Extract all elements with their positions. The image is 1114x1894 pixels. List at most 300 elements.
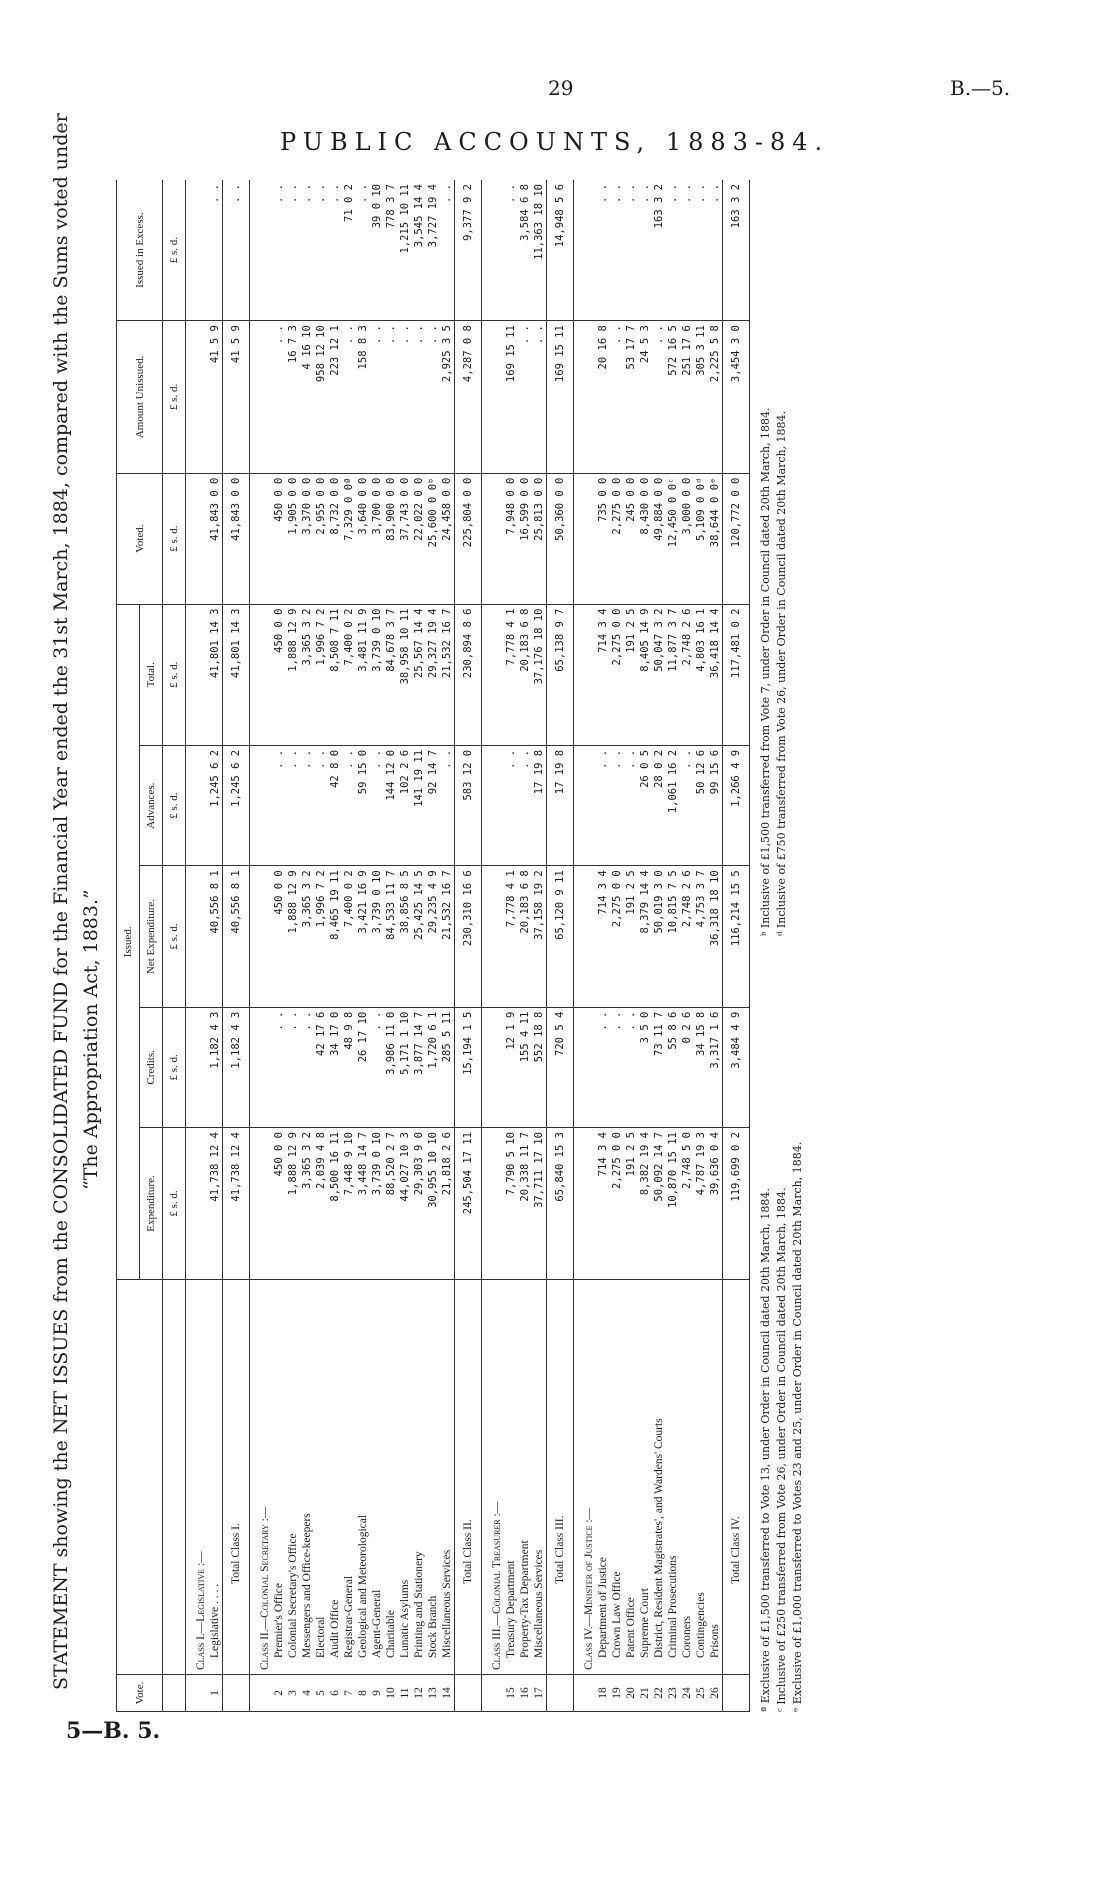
cell-adv: 1,245 6 2: [208, 745, 223, 865]
unit-advances: £ s. d.: [163, 745, 186, 865]
cell-exp: 3,448 14 7: [356, 1128, 370, 1280]
cell-tot: 2,748 2 6: [680, 604, 694, 745]
total-row: [723, 180, 750, 1712]
cell-tot: 4,803 16 1: [694, 604, 708, 745]
cell-tot: [574, 604, 597, 745]
cell-adv: 1,245 6 2: [223, 745, 250, 865]
cell-excess: 14,948 5 6: [547, 180, 574, 321]
cell-excess: . .: [504, 180, 518, 321]
row-description: Total Class II.: [455, 1280, 482, 1675]
table-row: [624, 180, 638, 1712]
unit-excess: £ s. d.: [163, 180, 186, 321]
cell-excess: . .: [356, 180, 370, 321]
cell-exp: 20,338 11 7: [518, 1128, 532, 1280]
cell-exp: 65,840 15 3: [547, 1128, 574, 1280]
accounts-table: [116, 180, 750, 1712]
cell-excess: [574, 180, 597, 321]
cell-tot: 11,877 3 7: [666, 604, 680, 745]
row-description: Audit Office: [328, 1280, 342, 1675]
cell-tot: 117,481 0 2: [723, 604, 750, 745]
row-description: Department of Justice: [596, 1280, 610, 1675]
row-description: Stock Branch: [426, 1280, 440, 1675]
cell-tot: [186, 604, 209, 745]
cell-excess: 11,363 18 10: [532, 180, 547, 321]
cell-voted: 8,732 0 0: [328, 473, 342, 604]
cell-tot: [250, 604, 273, 745]
vote-number: 13: [426, 1675, 440, 1712]
cell-voted: 22,022 0 0: [412, 473, 426, 604]
cell-voted: 3,370 0 0: [300, 473, 314, 604]
cell-net: [186, 866, 209, 1007]
cell-cred: 15,194 1 5: [455, 1007, 482, 1127]
cell-cred: 0 2 6: [680, 1007, 694, 1127]
row-description: Geological and Meteorological: [356, 1280, 370, 1675]
row-description: Colonial Secretary's Office: [286, 1280, 300, 1675]
cell-adv: 583 12 0: [455, 745, 482, 865]
cell-excess: . .: [610, 180, 624, 321]
cell-cred: 3,986 11 0: [384, 1007, 398, 1127]
statement-line-1: STATEMENT showing the NET ISSUES from the CONSOLIDATED FUND for the Financial Year ended the 31st March, 1884, compared with the Sums voted under: [50, 113, 72, 1690]
cell-cred: 34 17 0: [328, 1007, 342, 1127]
cell-exp: 39,636 0 4: [708, 1128, 723, 1280]
cell-cred: 3,484 4 9: [723, 1007, 750, 1127]
cell-tot: 3,481 11 9: [356, 604, 370, 745]
cell-adv: 26 0 5: [638, 745, 652, 865]
cell-net: 25,425 14 5: [412, 866, 426, 1007]
cell-net: 3,365 3 2: [300, 866, 314, 1007]
unit-voted: £ s. d.: [163, 473, 186, 604]
vote-number: 1: [208, 1675, 223, 1712]
cell-voted: 3,000 0 0: [680, 473, 694, 604]
cell-exp: 41,738 12 4: [223, 1128, 250, 1280]
cell-net: 2,748 2 6: [680, 866, 694, 1007]
cell-unissued: 4,287 0 8: [455, 321, 482, 473]
table-row: [638, 180, 652, 1712]
vote-number: [223, 1675, 250, 1712]
row-description: Lunatic Asylums: [398, 1280, 412, 1675]
row-description: Total Class III.: [547, 1280, 574, 1675]
cell-adv: [186, 745, 209, 865]
cell-unissued: 572 16 5: [666, 321, 680, 473]
cell-cred: 42 17 6: [314, 1007, 328, 1127]
footnote: ᶜ Inclusive of £250 transferred from Vote 26, under Order in Council dated 20th March, 1884.: [775, 1187, 788, 1712]
cell-cred: . .: [610, 1007, 624, 1127]
cell-exp: 1,888 12 9: [286, 1128, 300, 1280]
header-total: Total.: [140, 604, 163, 745]
page-reference-left: 5—B. 5.: [66, 1718, 161, 1744]
cell-excess: 39 0 10: [370, 180, 384, 321]
cell-adv: [482, 745, 505, 865]
accounts-table-wrapper: [116, 180, 1026, 1712]
row-description: Crown Law Office: [610, 1280, 624, 1675]
cell-adv: . .: [440, 745, 455, 865]
cell-voted: 8,430 0 0: [638, 473, 652, 604]
cell-excess: [482, 180, 505, 321]
cell-adv: [250, 745, 273, 865]
table-row: [300, 180, 314, 1712]
cell-voted: 38,644 0 0ᵉ: [708, 473, 723, 604]
cell-cred: 26 17 10: [356, 1007, 370, 1127]
cell-adv: . .: [610, 745, 624, 865]
vote-number: 10: [384, 1675, 398, 1712]
cell-net: 3,739 0 10: [370, 866, 384, 1007]
cell-exp: 7,448 9 10: [342, 1128, 356, 1280]
vote-number: 11: [398, 1675, 412, 1712]
cell-exp: 21,818 2 6: [440, 1128, 455, 1280]
row-description: Miscellaneous Services: [532, 1280, 547, 1675]
row-description: Prisons: [708, 1280, 723, 1675]
cell-unissued: 958 12 10: [314, 321, 328, 473]
table-row: [342, 180, 356, 1712]
header-advances: Advances.: [140, 745, 163, 865]
table-body: [186, 180, 750, 1712]
row-description: Criminal Prosecutions: [666, 1280, 680, 1675]
cell-tot: 3,365 3 2: [300, 604, 314, 745]
page-reference: B.—5.: [950, 76, 1011, 100]
cell-voted: 450 0 0: [272, 473, 286, 604]
cell-exp: 10,870 15 11: [666, 1128, 680, 1280]
cell-unissued: 169 15 11: [504, 321, 518, 473]
cell-unissued: 41 5 9: [223, 321, 250, 473]
cell-cred: [186, 1007, 209, 1127]
cell-tot: 191 2 5: [624, 604, 638, 745]
vote-number: 4: [300, 1675, 314, 1712]
header-expenditure: Expenditure.: [140, 1128, 163, 1280]
cell-excess: . .: [328, 180, 342, 321]
cell-unissued: 169 15 11: [547, 321, 574, 473]
cell-unissued: 20 16 8: [596, 321, 610, 473]
row-description: Agent-General: [370, 1280, 384, 1675]
cell-cred: 34 15 8: [694, 1007, 708, 1127]
header-net-expenditure: Net Expenditure.: [140, 866, 163, 1007]
cell-unissued: . .: [412, 321, 426, 473]
table-row: [532, 180, 547, 1712]
cell-cred: . .: [300, 1007, 314, 1127]
cell-cred: . .: [286, 1007, 300, 1127]
table-row: [426, 180, 440, 1712]
row-description: Electoral: [314, 1280, 328, 1675]
cell-net: 40,556 8 1: [208, 866, 223, 1007]
cell-excess: . .: [440, 180, 455, 321]
page-number: 29: [548, 76, 574, 100]
cell-net: 50,019 3 0: [652, 866, 666, 1007]
table-row: [398, 180, 412, 1712]
cell-unissued: 223 12 1: [328, 321, 342, 473]
cell-exp: 4,787 19 3: [694, 1128, 708, 1280]
cell-exp: 8,382 19 4: [638, 1128, 652, 1280]
cell-unissued: [574, 321, 597, 473]
unit-net-expenditure: £ s. d.: [163, 866, 186, 1007]
cell-excess: 71 0 2: [342, 180, 356, 321]
cell-voted: 5,109 0 0ᵈ: [694, 473, 708, 604]
row-description: Contingencies: [694, 1280, 708, 1675]
cell-adv: 1,061 16 2: [666, 745, 680, 865]
class-heading-row: [250, 180, 273, 1712]
table-row: [208, 180, 223, 1712]
vote-number: 20: [624, 1675, 638, 1712]
cell-net: [482, 866, 505, 1007]
table-row: [694, 180, 708, 1712]
cell-tot: 21,532 16 7: [440, 604, 455, 745]
cell-tot: 41,801 14 3: [208, 604, 223, 745]
cell-net: 1,996 7 2: [314, 866, 328, 1007]
cell-exp: 2,275 0 0: [610, 1128, 624, 1280]
footnote: ª Exclusive of £1,500 transferred to Vote 13, under Order in Council dated 20th March, 1884.: [759, 1188, 772, 1712]
table-row: [384, 180, 398, 1712]
unit-credits: £ s. d.: [163, 1007, 186, 1127]
cell-net: 191 2 5: [624, 866, 638, 1007]
unit-total: £ s. d.: [163, 604, 186, 745]
cell-voted: 12,450 0 0ᶜ: [666, 473, 680, 604]
cell-tot: 230,894 8 6: [455, 604, 482, 745]
cell-net: 714 3 4: [596, 866, 610, 1007]
table-row: [412, 180, 426, 1712]
vote-number: 17: [532, 1675, 547, 1712]
cell-tot: 20,183 6 8: [518, 604, 532, 745]
unit-expenditure: £ s. d.: [163, 1128, 186, 1280]
cell-unissued: . .: [370, 321, 384, 473]
table-row: [328, 180, 342, 1712]
table-row: [272, 180, 286, 1712]
header-issued-in-excess: Issued in Excess.: [117, 180, 163, 321]
cell-net: 65,120 9 11: [547, 866, 574, 1007]
cell-adv: . .: [300, 745, 314, 865]
cell-tot: 1,888 12 9: [286, 604, 300, 745]
row-description: Treasury Department: [504, 1280, 518, 1675]
cell-excess: . .: [223, 180, 250, 321]
cell-exp: 7,790 5 10: [504, 1128, 518, 1280]
cell-adv: 92 14 7: [426, 745, 440, 865]
cell-exp: 191 2 5: [624, 1128, 638, 1280]
cell-unissued: . .: [610, 321, 624, 473]
vote-number: 12: [412, 1675, 426, 1712]
page-title: PUBLIC ACCOUNTS, 1883-84.: [280, 128, 830, 156]
cell-exp: [186, 1128, 209, 1280]
cell-tot: 37,176 18 10: [532, 604, 547, 745]
cell-exp: [250, 1128, 273, 1280]
cell-tot: 29,327 19 4: [426, 604, 440, 745]
cell-tot: 65,138 9 7: [547, 604, 574, 745]
table-row: [610, 180, 624, 1712]
cell-excess: [250, 180, 273, 321]
cell-cred: 1,182 4 3: [223, 1007, 250, 1127]
cell-adv: . .: [624, 745, 638, 865]
vote-number: 16: [518, 1675, 532, 1712]
cell-voted: 49,884 0 0: [652, 473, 666, 604]
cell-tot: 3,739 0 10: [370, 604, 384, 745]
cell-cred: 155 4 11: [518, 1007, 532, 1127]
vote-number: 7: [342, 1675, 356, 1712]
cell-cred: . .: [596, 1007, 610, 1127]
cell-unissued: . .: [342, 321, 356, 473]
cell-adv: . .: [596, 745, 610, 865]
cell-adv: 144 12 0: [384, 745, 398, 865]
cell-exp: 37,711 17 10: [532, 1128, 547, 1280]
vote-number: 8: [356, 1675, 370, 1712]
vote-number: 5: [314, 1675, 328, 1712]
cell-exp: 119,699 0 2: [723, 1128, 750, 1280]
cell-net: 36,318 18 10: [708, 866, 723, 1007]
cell-net: 38,856 8 5: [398, 866, 412, 1007]
cell-voted: 50,360 0 0: [547, 473, 574, 604]
cell-excess: . .: [286, 180, 300, 321]
cell-net: 8,465 19 11: [328, 866, 342, 1007]
cell-exp: 8,500 16 11: [328, 1128, 342, 1280]
cell-adv: . .: [272, 745, 286, 865]
cell-net: 450 0 0: [272, 866, 286, 1007]
cell-voted: 83,900 0 0: [384, 473, 398, 604]
cell-net: 7,778 4 1: [504, 866, 518, 1007]
cell-cred: 1,720 6 1: [426, 1007, 440, 1127]
cell-adv: 42 8 0: [328, 745, 342, 865]
cell-unissued: 4 16 10: [300, 321, 314, 473]
cell-exp: [574, 1128, 597, 1280]
cell-tot: 38,958 10 11: [398, 604, 412, 745]
cell-voted: 37,743 0 0: [398, 473, 412, 604]
cell-net: 21,532 16 7: [440, 866, 455, 1007]
cell-unissued: 3,454 3 0: [723, 321, 750, 473]
table-row: [680, 180, 694, 1712]
cell-exp: 88,520 2 7: [384, 1128, 398, 1280]
cell-cred: [250, 1007, 273, 1127]
cell-unissued: 41 5 9: [208, 321, 223, 473]
vote-number: 23: [666, 1675, 680, 1712]
cell-excess: 9,377 9 2: [455, 180, 482, 321]
cell-excess: . .: [708, 180, 723, 321]
cell-excess: . .: [694, 180, 708, 321]
cell-tot: 450 0 0: [272, 604, 286, 745]
cell-adv: . .: [680, 745, 694, 865]
cell-exp: 50,092 14 7: [652, 1128, 666, 1280]
cell-voted: 245 0 0: [624, 473, 638, 604]
cell-exp: 29,303 9 0: [412, 1128, 426, 1280]
cell-adv: 102 2 6: [398, 745, 412, 865]
cell-adv: 17 19 8: [547, 745, 574, 865]
cell-tot: 714 3 4: [596, 604, 610, 745]
row-description: Legislative . . . .: [208, 1280, 223, 1675]
cell-cred: 3,877 14 7: [412, 1007, 426, 1127]
cell-unissued: . .: [426, 321, 440, 473]
table-row: [286, 180, 300, 1712]
row-description: Property-Tax Department: [518, 1280, 532, 1675]
cell-adv: 141 19 11: [412, 745, 426, 865]
cell-cred: . .: [272, 1007, 286, 1127]
vote-number: [574, 1675, 597, 1712]
vote-number: 22: [652, 1675, 666, 1712]
cell-net: 116,214 15 5: [723, 866, 750, 1007]
cell-voted: 7,329 0 0ª: [342, 473, 356, 604]
cell-net: 3,421 16 9: [356, 866, 370, 1007]
cell-tot: 84,678 3 7: [384, 604, 398, 745]
cell-unissued: . .: [272, 321, 286, 473]
cell-exp: 450 0 0: [272, 1128, 286, 1280]
cell-excess: . .: [596, 180, 610, 321]
cell-net: 4,753 3 7: [694, 866, 708, 1007]
table-row: [356, 180, 370, 1712]
cell-excess: . .: [638, 180, 652, 321]
cell-excess: 3,584 6 8: [518, 180, 532, 321]
cell-voted: 16,599 0 0: [518, 473, 532, 604]
row-description: Messengers and Office-keepers: [300, 1280, 314, 1675]
cell-excess: 163 3 2: [723, 180, 750, 321]
class-heading-row: [574, 180, 597, 1712]
row-description: Total Class IV.: [723, 1280, 750, 1675]
cell-unissued: [250, 321, 273, 473]
cell-exp: 245,504 17 11: [455, 1128, 482, 1280]
vote-number: 3: [286, 1675, 300, 1712]
cell-exp: 714 3 4: [596, 1128, 610, 1280]
cell-excess: . .: [272, 180, 286, 321]
vote-number: [250, 1675, 273, 1712]
cell-adv: . .: [342, 745, 356, 865]
cell-excess: 3,545 14 4: [412, 180, 426, 321]
cell-adv: 1,266 4 9: [723, 745, 750, 865]
table-row: [666, 180, 680, 1712]
cell-cred: 3 5 0: [638, 1007, 652, 1127]
cell-voted: 2,275 0 0: [610, 473, 624, 604]
cell-adv: 28 0 2: [652, 745, 666, 865]
row-description: Class III.—Colonial Treasurer :—: [482, 1280, 505, 1675]
row-description: Supreme Court: [638, 1280, 652, 1675]
row-description: District, Resident Magistrates', and Wardens' Courts: [652, 1280, 666, 1675]
vote-number: 14: [440, 1675, 455, 1712]
cell-cred: 5,171 1 10: [398, 1007, 412, 1127]
cell-tot: 7,778 4 1: [504, 604, 518, 745]
cell-voted: [482, 473, 505, 604]
footnotes: [758, 180, 806, 1712]
cell-tot: 2,275 0 0: [610, 604, 624, 745]
cell-net: 7,400 0 2: [342, 866, 356, 1007]
vote-number: [186, 1675, 209, 1712]
cell-net: 29,235 4 9: [426, 866, 440, 1007]
cell-voted: 735 0 0: [596, 473, 610, 604]
vote-number: [482, 1675, 505, 1712]
cell-voted: 7,948 0 0: [504, 473, 518, 604]
cell-unissued: 251 17 6: [680, 321, 694, 473]
cell-voted: 3,700 0 0: [370, 473, 384, 604]
cell-cred: . .: [370, 1007, 384, 1127]
vote-number: 18: [596, 1675, 610, 1712]
vote-number: 6: [328, 1675, 342, 1712]
header-issued: Issued.: [117, 604, 140, 1279]
table-row: [314, 180, 328, 1712]
cell-exp: 30,955 10 10: [426, 1128, 440, 1280]
class-heading-row: [186, 180, 209, 1712]
cell-unissued: . .: [384, 321, 398, 473]
cell-voted: [186, 473, 209, 604]
statement-line-2: “The Appropriation Act, 1883.”: [80, 889, 102, 1190]
cell-unissued: 53 17 7: [624, 321, 638, 473]
cell-net: 230,310 16 6: [455, 866, 482, 1007]
class-heading-row: [482, 180, 505, 1712]
cell-tot: 25,567 14 4: [412, 604, 426, 745]
cell-net: [574, 866, 597, 1007]
cell-cred: [574, 1007, 597, 1127]
cell-adv: 50 12 6: [694, 745, 708, 865]
cell-unissued: 2,925 3 5: [440, 321, 455, 473]
row-description: Premier's Office: [272, 1280, 286, 1675]
cell-adv: . .: [286, 745, 300, 865]
header-credits: Credits.: [140, 1007, 163, 1127]
vote-number: [455, 1675, 482, 1712]
cell-net: 40,556 8 1: [223, 866, 250, 1007]
header-vote: Vote.: [117, 1675, 163, 1712]
cell-cred: 552 18 8: [532, 1007, 547, 1127]
cell-net: 8,379 14 4: [638, 866, 652, 1007]
cell-adv: . .: [314, 745, 328, 865]
cell-exp: 2,748 5 0: [680, 1128, 694, 1280]
cell-voted: 41,843 0 0: [223, 473, 250, 604]
